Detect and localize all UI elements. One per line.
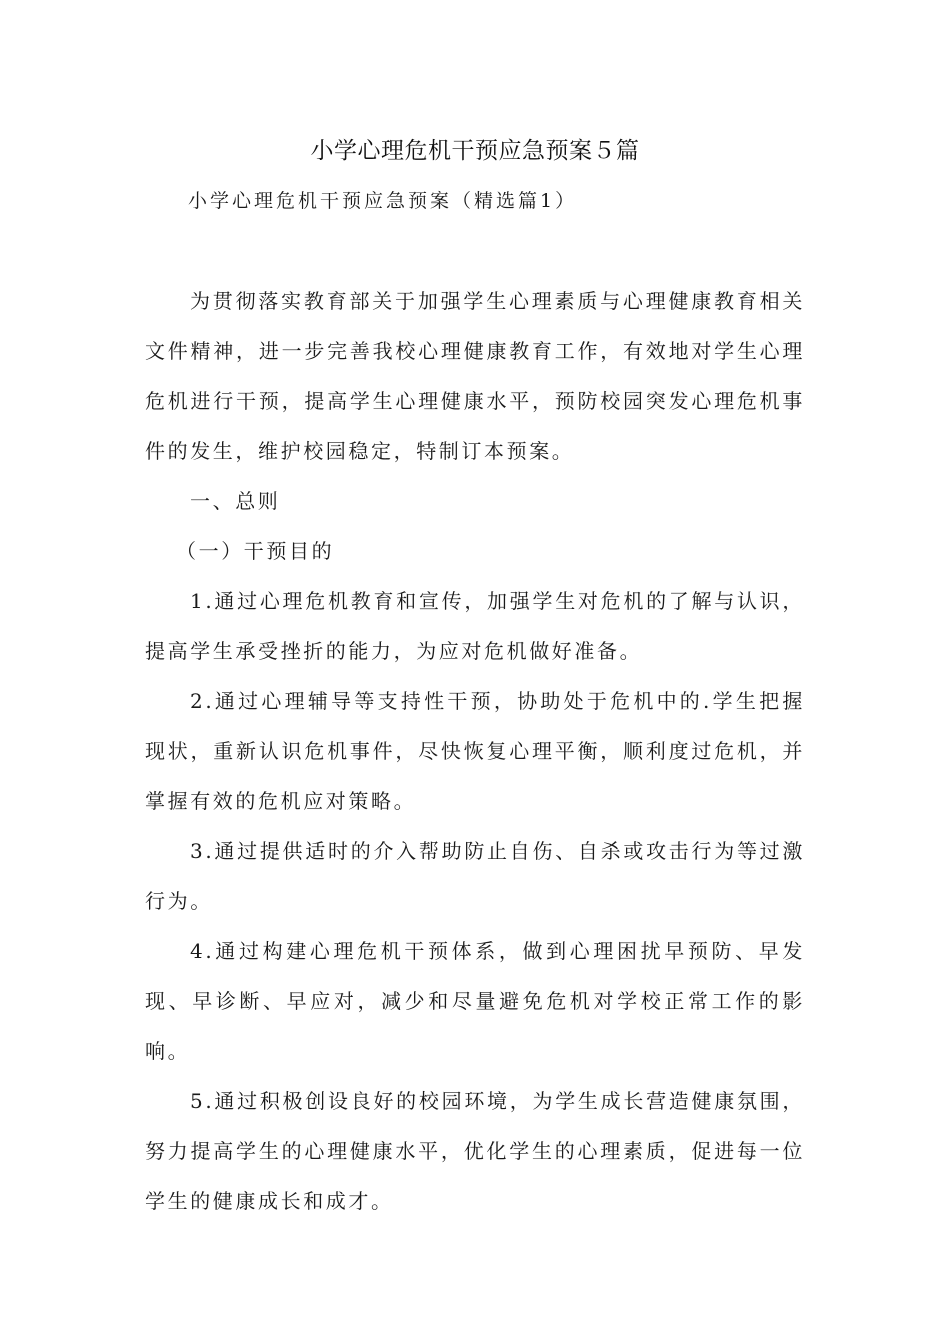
subsection-heading-purpose: （一）干预目的 [176, 539, 335, 563]
list-item: 4.通过构建心理危机干预体系，做到心理困扰早预防、早发现、早诊断、早应对，减少和尽量避免危机对学校正常工作的影响。 [145, 939, 805, 1063]
document-subtitle: 小学心理危机干预应急预案（精选篇1） [188, 190, 578, 212]
list-item: 2.通过心理辅导等支持性干预，协助处于危机中的.学生把握现状，重新认识危机事件，尽快恢复心理平衡，顺利度过危机，并掌握有效的危机应对策略。 [145, 689, 805, 813]
list-item: 5.通过积极创设良好的校园环境，为学生成长营造健康氛围，努力提高学生的心理健康水平，优化学生的心理素质，促进每一位学生的健康成长和成才。 [145, 1089, 805, 1213]
intro-paragraph: 为贯彻落实教育部关于加强学生心理素质与心理健康教育相关文件精神，进一步完善我校心理健康教育工作，有效地对学生心理危机进行干预，提高学生心理健康水平，预防校园突发心理危机事件的发生，维护校园稳定，特制订本预案。 [145, 289, 805, 463]
list-item: 1.通过心理危机教育和宣传，加强学生对危机的了解与认识，提高学生承受挫折的能力，为应对危机做好准备。 [145, 589, 805, 663]
section-heading-general: 一、总则 [190, 489, 281, 513]
document-title: 小学心理危机干预应急预案５篇 [310, 138, 640, 164]
list-item: 3.通过提供适时的介入帮助防止自伤、自杀或攻击行为等过激行为。 [145, 839, 805, 913]
